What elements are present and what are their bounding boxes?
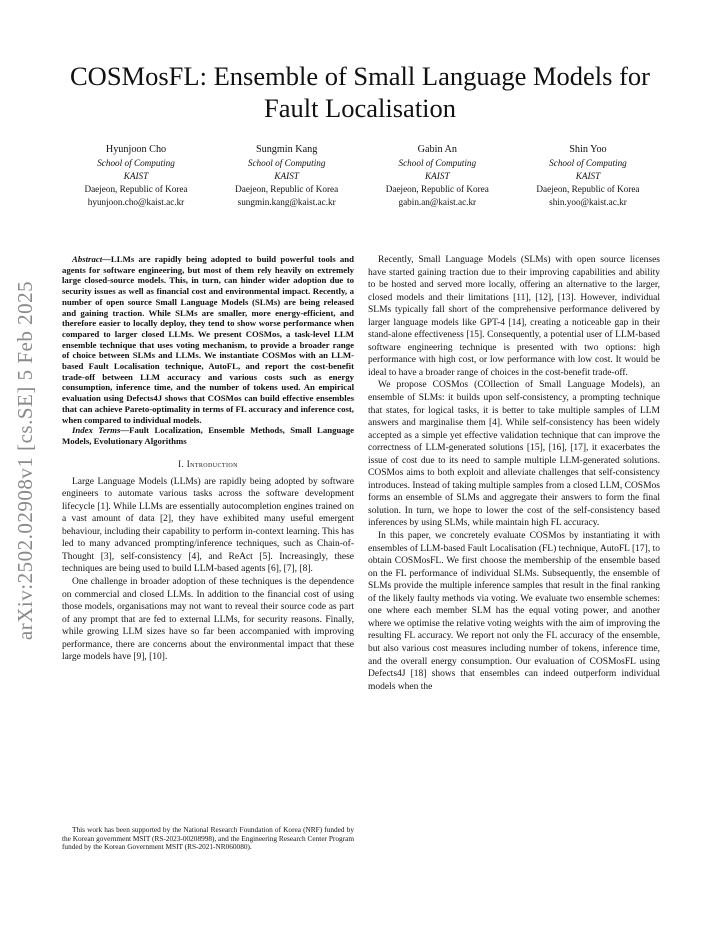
right-column — [368, 254, 660, 693]
intro-paragraph: Large Language Models (LLMs) are rapidly being adopted by software engineers to automate various tasks across the software development lifecycle [1]. While LLMs are essentially autocompletion engines trained on a vast amount of data [2], they have exhibited many useful emergent behaviour, including their capability to perform in-context learning. This has led to many advanced prompting/inference techniques, such as Chain-of-Thought [3], self-consistency [4], and ReAct [5]. Increasingly, these techniques are being used to build LLM-based agents [6], [7], [8]. — [62, 476, 354, 575]
left-column — [62, 254, 354, 664]
paper-title: COSMosFL: Ensemble of Small Language Models for Fault Localisation — [70, 61, 650, 123]
body-paragraph: We propose COSMos (COllection of Small Language Models), an ensemble of SLMs: it builds upon self-consistency, a prompting technique that states, for logical tasks, it is better to take multiple samples of LLM answers and marginalise them [4]. While self-consistency has been widely accepted as a simple yet effective validation technique that can improve the correctness of LLM-generated solutions [15], [16], [17], it exacerbates the issue of cost due to its need to sample multiple LLM-generated solutions. COSMos aims to both exploit and alleviate challenges that self-consistency introduces. Instead of taking multiple samples from a closed LLM, COSMos forms an ensemble of SLMs and aggregate their answers to form the final solution. In turn, we hope to lower the cost of the self-consistency based inferences by using SLMs, while maintain high FL accuracy. — [368, 380, 660, 529]
author-3: Gabin An School of Computing KAIST Daejeon, Republic of Korea gabin.an@kaist.ac.kr — [363, 143, 511, 209]
abstract: Abstract—LLMs are rapidly being adopted to build powerful tools and agents for software engineering, but most of them rely heavily on extremely large closed-source models. This, in turn, can hinder wider adoption due to security issues as well as financial cost and environmental impact. Recently, a number of open source Small Language Models (SLMs) are being released and gaining traction. While SLMs are smaller, more energy-efficient, and therefore easier to locally deploy, they tend to show worse performance when compared to larger closed LLMs. We present COSMos, a task-level LLM ensemble technique that uses voting mechanism, to provide a broader range of choice between SLMs and LLMs. We instantiate COSMos with an LLM-based Fault Localisation technique, AutoFL, and report the cost-benefit trade-off between LLM accuracy and various costs such as energy consumption, inference time, and the number of tokens used. An empirical evaluation using Defects4J shows that COSMos can build effective ensembles that can achieve Pareto-optimality in terms of FL accuracy and inference cost, when compared to individual models. — [62, 254, 354, 425]
author-4: Shin Yoo School of Computing KAIST Daejeon, Republic of Korea shin.yoo@kaist.ac.kr — [514, 143, 662, 209]
arxiv-identifier: arXiv:2502.02908v1 [cs.SE] 5 Feb 2025 — [13, 280, 38, 640]
funding-footnote: This work has been supported by the National Research Foundation of Korea (NRF) funded by the Korean government MSIT (RS-2023-00208998), and the Engineering Research Center Program funded by the Korean Government MSIT (RS-2021-NR060080). — [62, 825, 354, 852]
author-email: shin.yoo@kaist.ac.kr — [549, 197, 627, 207]
index-terms: Index Terms—Fault Localization, Ensemble Methods, Small Language Models, Evolutionary Algorithms — [62, 425, 354, 446]
section-heading: I. Introduction — [178, 458, 238, 469]
author-2: Sungmin Kang School of Computing KAIST Daejeon, Republic of Korea sungmin.kang@kaist.ac.kr — [213, 143, 361, 209]
author-email: sungmin.kang@kaist.ac.kr — [237, 197, 336, 207]
author-email: gabin.an@kaist.ac.kr — [398, 197, 477, 207]
intro-paragraph: One challenge in broader adoption of these techniques is the dependence on commercial and closed LLMs. In addition to the financial cost of using those models, organisations may not want to reveal their source code as part of any prompt that are fed to external LLMs, for security reasons. Finally, while growing LLM sizes have so far been accompanied with improving performance, there are concerns about the environmental impact that these large models have [9], [10]. — [62, 577, 354, 663]
body-paragraph: In this paper, we concretely evaluate COSMos by instantiating it with ensembles of LLM-based Fault Localisation (FL) technique, AutoFL [17], to obtain COSMosFL. We first choose the membership of the ensemble based on the FL performance of individual SLMs. Subsequently, the ensemble of SLMs provide the multiple inference samples that result in the final ranking of the likely faulty methods via voting. We evaluate two ensemble schemes: one where each member SLM has the equal voting power, and another where we optimise the relative voting weights with the aim of improving the resulting FL accuracy. We report not only the FL accuracy of the ensemble, but also various cost measures including number of tokens, inference time, and the overall energy consumption. Our evaluation of COSMosFL using Defects4J [18] shows that ensembles can indeed outperform individual models when the — [368, 531, 660, 692]
author-block — [62, 143, 662, 209]
body-paragraph: Recently, Small Language Models (SLMs) with open source licenses have started gaining traction due to their improving capabilities and ability to be hosted and served more locally, offering an alternative to the larger, closed models and their limitations [11], [12], [13]. However, individual SLMs typically fall short of the comprehensive performance delivered by larger language models like GPT-4 [14], creating a noticeable gap in their stand-alone effectiveness [15]. Consequently, a potential user of LLM-based software engineering technique is presented with two options: high performance with high cost, or low performance with low cost. It would be ideal to have a broader range of choices in the cost-benefit trade-off. — [368, 255, 660, 378]
author-1: Hyunjoon Cho School of Computing KAIST Daejeon, Republic of Korea hyunjoon.cho@kaist.ac.kr — [62, 143, 210, 209]
author-email: hyunjoon.cho@kaist.ac.kr — [87, 197, 185, 207]
